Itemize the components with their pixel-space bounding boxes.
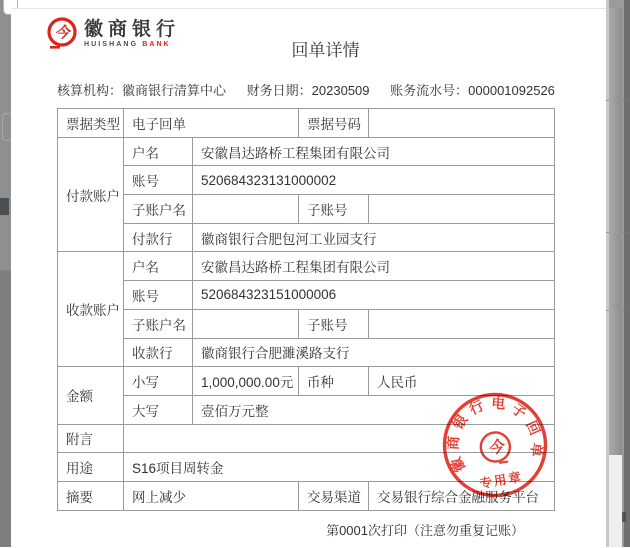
table-row [58, 395, 555, 424]
meta-org [57, 83, 226, 98]
scrollbar-thumb[interactable] [609, 8, 622, 455]
table-row [58, 367, 555, 396]
meta-date-value: 20230509 [311, 83, 370, 98]
payee-bank-label: 收款行 [124, 338, 193, 367]
stamp-bottom-text: 专用章 [478, 469, 524, 492]
meta-org-label: 核算机构： [57, 83, 123, 98]
payer-subname-label: 子账户名 [124, 195, 193, 224]
payer-acct-label: 账号 [124, 166, 193, 195]
page-title: 回单详情 [291, 41, 360, 60]
receipt-detail-panel [11, 8, 606, 548]
table-row [58, 453, 555, 482]
summary-label: 摘要 [58, 481, 124, 510]
table-row [58, 223, 555, 252]
payer-bank-value: 徽商银行合肥包河工业园支行 [193, 223, 555, 252]
dimmed-page-left-edge [0, 0, 11, 547]
dimmed-page-left-lower [0, 270, 11, 547]
table-row [58, 338, 555, 367]
payee-subname-value [193, 309, 299, 338]
receipt-table [57, 108, 555, 511]
meta-serial-value: 000001092526 [468, 83, 555, 98]
purpose-label: 用途 [58, 453, 124, 482]
stamp-center-glyph: 今 [486, 438, 505, 459]
amount-upper-value: 壹佰万元整 [193, 395, 555, 424]
bill-type-label: 票据类型 [58, 109, 124, 138]
purpose-value: S16项目周转金 [124, 453, 555, 482]
currency-label: 币种 [299, 367, 369, 396]
table-row [58, 309, 555, 338]
table-row [58, 424, 555, 453]
channel-value: 交易银行综合金融服务平台 [369, 481, 555, 510]
payer-name-label: 户名 [124, 137, 193, 166]
payee-acct-label: 账号 [124, 281, 193, 310]
amount-group-label: 金额 [58, 367, 124, 424]
bank-name-en-part1: HUISHANG [84, 41, 139, 48]
notes-label: 附言 [58, 424, 124, 453]
print-count-note: 第0001次打印（注意勿重复记账） [326, 523, 524, 538]
dimmed-page-right-border [624, 0, 630, 547]
amount-lower-label: 小写 [124, 367, 193, 396]
payee-name-value: 安徽昌达路桥工程集团有限公司 [193, 252, 555, 281]
bank-name-cn: 徽商银行 [84, 19, 181, 40]
payer-subacct-label: 子账号 [299, 195, 369, 224]
logo-mark-glyph: 今 [54, 24, 70, 42]
payee-subacct-value [369, 309, 555, 338]
bank-name-en-part2: BANK [142, 41, 171, 48]
stamp-arc-text: 徽商银行电子回单 [444, 394, 546, 475]
payer-group-label: 付款账户 [58, 137, 124, 252]
table-row [58, 166, 555, 195]
table-row [58, 481, 555, 510]
channel-label: 交易渠道 [299, 481, 369, 510]
receipt-meta-line [57, 80, 555, 99]
table-row [58, 137, 555, 166]
table-row [58, 281, 555, 310]
payer-bank-label: 付款行 [124, 223, 193, 252]
payer-subname-value [193, 195, 299, 224]
meta-serial [390, 83, 555, 98]
table-row [58, 252, 555, 281]
table-row [58, 109, 555, 138]
dimmed-page-text-fragment [0, 198, 9, 215]
amount-upper-label: 大写 [124, 395, 193, 424]
payee-name-label: 户名 [124, 252, 193, 281]
bill-no-value [369, 109, 555, 138]
bill-type-value: 电子回单 [124, 109, 299, 138]
meta-date [247, 83, 370, 98]
notes-value [124, 424, 555, 453]
payee-acct-value: 520684323151000006 [193, 281, 555, 310]
payer-subacct-value [369, 195, 555, 224]
summary-value: 网上减少 [124, 481, 299, 510]
payee-bank-value: 徽商银行合肥濉溪路支行 [193, 338, 555, 367]
payee-subacct-label: 子账号 [299, 309, 369, 338]
table-row [58, 195, 555, 224]
bill-no-label: 票据号码 [299, 109, 369, 138]
payee-subname-label: 子账户名 [124, 309, 193, 338]
payee-group-label: 收款账户 [58, 252, 124, 367]
amount-lower-value: 1,000,000.00元 [193, 367, 299, 396]
meta-org-value: 徽商银行清算中心 [122, 83, 227, 98]
payer-acct-value: 520684323131000002 [193, 166, 555, 195]
payer-name-value: 安徽昌达路桥工程集团有限公司 [193, 137, 555, 166]
scrollbar-track[interactable] [609, 455, 622, 547]
meta-serial-label: 账务流水号： [390, 83, 469, 98]
currency-value: 人民币 [369, 367, 555, 396]
meta-date-label: 财务日期： [246, 83, 312, 98]
